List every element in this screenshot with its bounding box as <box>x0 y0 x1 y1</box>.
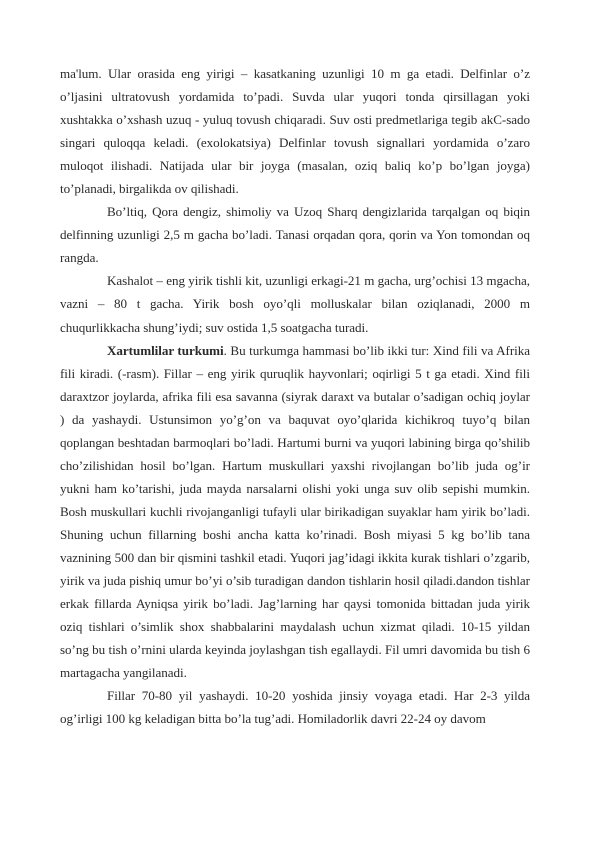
document-page <box>60 62 530 730</box>
paragraph-elephant-lifespan <box>60 684 530 730</box>
paragraph-text: . Bu turkumga hammasi bo’lib ikki tur: Xind fili va Afrika fili kiradi. (-rasm). Fillar – eng yirik quruqlik hayvonlari; oqirligi 5 t ga etadi. Xind fili daraxtzor joylarda, afrika fili esa savanna (siyrak daraxt va butalar o’sadigan ochiq joylar ) da yashaydi. Ustunsimon yo’g’on va baquvat oyo’qlarida kichikroq tuyo’q bilan qoplangan beshtadan barmoqlari bo’ladi. Hartumi burni va yuqori labining birga qo’shilib cho’zilishidan hosil bo’lgan. Hartum muskullari yaxshi rivojlangan bo’lib juda og’ir yukni ham ko’tarishi, juda mayda narsalarni olishi yoki unga suv olib sepishi mumkin. Bosh muskullari kuchli rivojanganligi tufayli ular birikadigan suyaklar ham yirik bo’ladi. Shuning uchun fillarning boshi ancha katta ko’rinadi. Bosh miyasi 5 kg bo’lib tana vaznining 500 dan bir qismini tashkil etadi. Yuqori jag’idagi ikkita kurak tishlari o’zgarib, yirik va juda pishiq umur bo’yi o’sib turadigan dandon tishlarin hosil qiladi.dandon tishlar erkak fillarda Ayniqsa yirik bo’ladi. Jag’larning har qaysi tomonida bittadan juda yirik oziq tishlari o’simlik shox shabbalarini maydalash uchun xizmat qiladi. 10-15 yildan so’ng bu tish o’rnini ularda keyinda joylashgan tish egallaydi. Fil umri davomida bu tish 6 martagacha yangilanadi. <box>60 342 530 681</box>
paragraph-text: Fillar 70-80 yil yashaydi. 10-20 yoshida jinsiy voyaga etadi. Har 2-3 yilda og’irligi 100 kg keladigan bitta bo’la tug’adi. Homiladorlik davri 22-24 oy davom <box>60 688 530 727</box>
paragraph-text: ma'lum. Ular orasida eng yirigi – kasatkaning uzunligi 10 m ga etadi. Delfinlar o’z o’ljasini ultratovush yordamida to’padi. Suvda ular yuqori tonda qirsillagan yoki xushtakka o’xshash uzuq - yuluq tovush chiqaradi. Suv osti predmetlariga tegib akC-sado singari quloqqa keladi. (exolokatsiya) Delfinlar tovush signallari yordamida o’zaro muloqot ilishadi. Natijada ular bir joyga (masalan, oziq baliq ko’p bo’lgan joyga) to’planadi, birgalikda ov qilishadi. <box>60 66 530 197</box>
paragraph-text: Bo’ltiq, Qora dengiz, shimoliy va Uzoq Sharq dengizlarida tarqalgan oq biqin delfinning uzunligi 2,5 m gacha bo’ladi. Tanasi orqadan qora, qorin va Yon tomondan oq rangda. <box>60 204 530 266</box>
paragraph-white-sided-dolphin <box>60 200 530 269</box>
paragraph-proboscidea <box>60 339 530 685</box>
section-heading: Xartumlilar turkumi <box>107 342 224 358</box>
paragraph-dolphins-intro <box>60 62 530 200</box>
paragraph-text: Kashalot – eng yirik tishli kit, uzunligi erkagi-21 m gacha, urg’ochisi 13 mgacha, vazni – 80 t gacha. Yirik bosh oyo’qli molluskalar bilan oziqlanadi, 2000 m chuqurlikkacha shung’iydi; suv ostida 1,5 soatgacha turadi. <box>60 273 530 335</box>
paragraph-sperm-whale <box>60 269 530 338</box>
